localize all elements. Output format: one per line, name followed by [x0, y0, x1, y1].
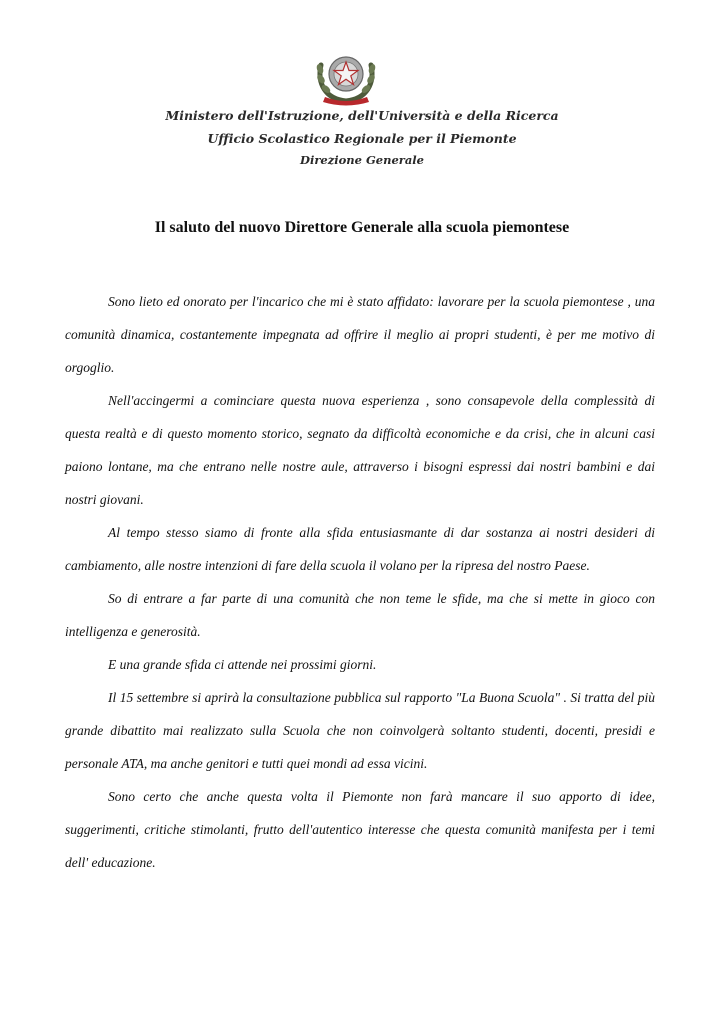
paragraph: Il 15 settembre si aprirà la consultazione pubblica sul rapporto "La Buona Scuola" . Si tratta del più grande dibattito mai realizzato sulla Scuola che non coinvolgerà soltanto studenti, docenti, presidi e personale ATA, ma anche genitori e tutti quei mondi ad essa vicini. — [65, 690, 655, 771]
paragraph: So di entrare a far parte di una comunità che non teme le sfide, ma che si mette in gioco con intelligenza e generosità. — [65, 591, 655, 639]
paragraph: Al tempo stesso siamo di fronte alla sfida entusiasmante di dar sostanza ai nostri desideri di cambiamento, alle nostre intenzioni di fare della scuola il volano per la ripresa del nostro Paese. — [65, 525, 655, 573]
document-title: Il saluto del nuovo Direttore Generale alla scuola piemontese — [154, 219, 570, 236]
paragraph: Nell'accingermi a cominciare questa nuova esperienza , sono consapevole della complessità di questa realtà e di questo momento storico, segnato da difficoltà economiche e da crisi, che in alcuni casi paiono lontane, ma che entrano nelle nostre aule, attraverso i bisogni espressi dai nostri bambini e dai nostri giovani. — [65, 393, 655, 507]
regional-office-name: Ufficio Scolastico Regionale per il Piemonte — [207, 131, 517, 146]
paragraph: Sono lieto ed onorato per l'incarico che mi è stato affidato: lavorare per la scuola piemontese , una comunità dinamica, costantemente impegnata ad offrire il meglio ai propri studenti, è per me motivo di orgoglio. — [65, 294, 655, 375]
document-body — [65, 285, 655, 879]
italian-republic-emblem-icon — [311, 45, 381, 107]
paragraph: E una grande sfida ci attende nei prossimi giorni. — [108, 657, 377, 672]
ministry-name: Ministero dell'Istruzione, dell'Università e della Ricerca — [165, 108, 559, 123]
directorate-name: Direzione Generale — [300, 153, 424, 167]
paragraph: Sono certo che anche questa volta il Piemonte non farà mancare il suo apporto di idee, suggerimenti, critiche stimolanti, frutto dell'autentico interesse che questa comunità manifesta per i temi dell' educazione. — [65, 789, 655, 870]
